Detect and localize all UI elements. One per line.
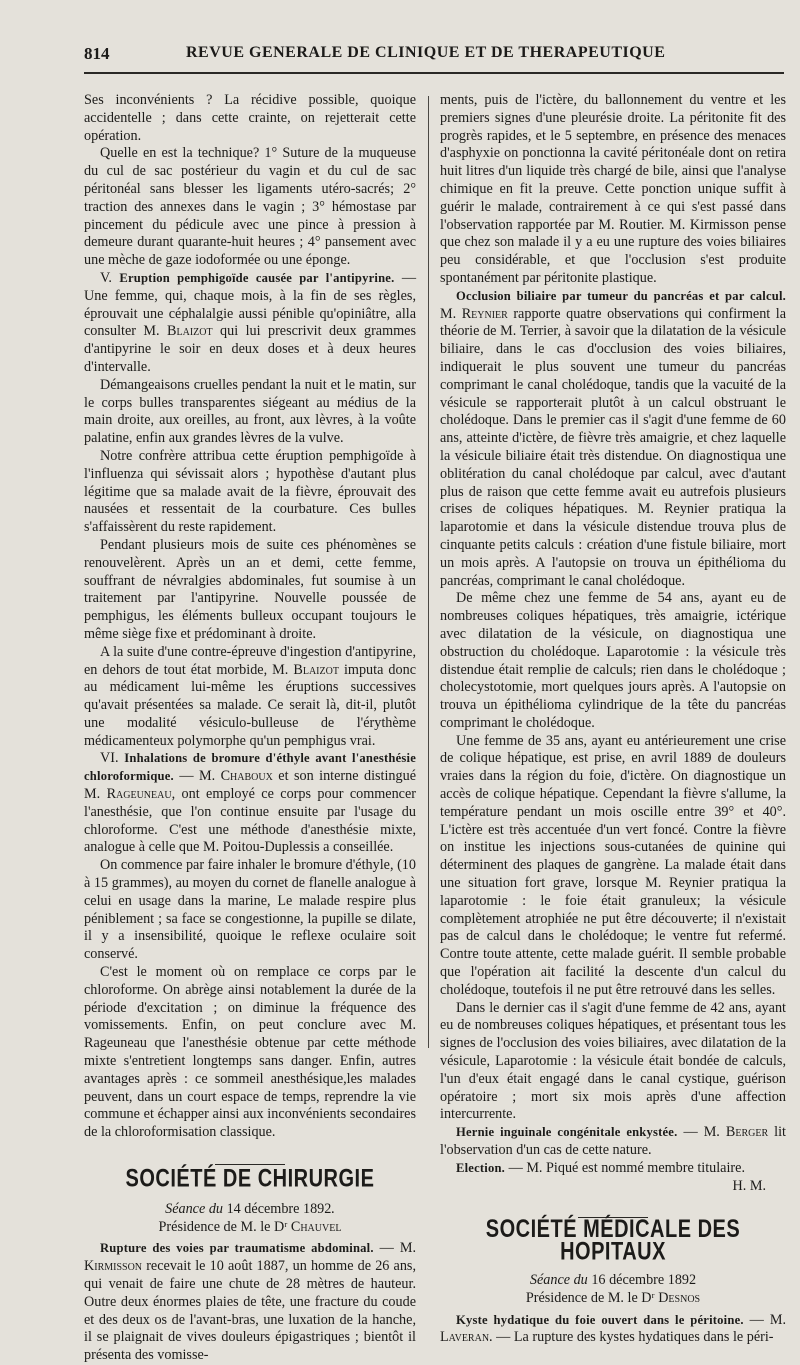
society-title: SOCIÉTÉ MÉDICALE DES HOPITAUX xyxy=(485,1216,741,1266)
section-text: — M. xyxy=(677,1124,726,1141)
presidence-prefix: Présidence de M. le Dʳ xyxy=(525,1289,659,1306)
paragraph: Ses inconvénients ? La récidive possible, quoique accidentelle ; dans cette crainte, on rejetterait cette opération. xyxy=(84,92,416,144)
page-number: 814 xyxy=(84,44,110,63)
header-rule xyxy=(84,72,784,74)
paragraph-text: A la suite d'une contre-épreuve d'ingestion d'antipyrine, en dehors de tout état morbide, M. xyxy=(84,643,416,678)
section-number: VI. xyxy=(100,750,125,767)
section-kyste xyxy=(440,1312,786,1348)
paragraph: De même chez une femme de 54 ans, ayant eu de nombreuses coliques hépatiques, très amaigrie, ictérique avec dilatation de la vésicule, on diagnostiqua une obstruction du cholédoque. Laparotomie : la vésicule très distendue était remplie de calculs; rien dans le cholédoque ; cholecystotomie, mort quelques jours après. A l'autopsie on trouva un épithélioma cylindrique de la tête du pancréas comprimant le cholédoque. xyxy=(440,590,786,731)
seance-date: 16 décembre 1892 xyxy=(591,1272,697,1288)
presidence-prefix: Présidence de M. le Dʳ xyxy=(158,1218,291,1235)
paragraph-text: imputa donc au médicament lui-même les éruptions successives qu'avait présentées sa malade. Ce serait là, dit-il, plutôt une modalité vésiculo-bulleuse de l'érythème médicamenteux polymorphe qu'un pemphigus vrai. xyxy=(84,661,416,749)
author-name: Reynier xyxy=(461,305,508,322)
paragraph xyxy=(84,644,416,751)
paragraph: ments, puis de l'ictère, du ballonnement du ventre et les premiers signes d'une pleurésie droite. La péritonite fit des progrès rapides, et le 5 septembre, en présence des menaces d'asphyxie on ponctionna la cavité péritonéale dont on retira huit litres d'un liquide très chargé de bile, ainsi que l'analyse chimique en fit la preuve. Cette ponction unique suffit à guérir le malade, contrairement à ce qui s'est passé dans l'observation rapportée par M. Routier. M. Kirmisson pense que chez son malade il y a eu une rupture des voies biliaires peu considérable, et que l'occlusion s'est produite spontanément par péritonite plastique. xyxy=(440,92,786,286)
section-text: , ont employé ce corps pour commencer l'anesthésie, que l'on continue ensuite par l'usage du chloroforme. C'est une méthode d'anesthésie mixte, analogue à celle que M. Poitou-Duplessis a conseillée. xyxy=(84,786,416,856)
seance-suffix: . xyxy=(331,1200,335,1217)
author-name: Laveran xyxy=(440,1329,490,1346)
author-name: Rageuneau xyxy=(106,786,172,803)
author-name: Blaizot xyxy=(167,323,213,340)
section-eruption xyxy=(84,270,416,377)
column-divider xyxy=(428,96,429,1048)
author-name: Kirmisson xyxy=(84,1258,143,1275)
section-hernie xyxy=(440,1124,786,1160)
author-name: Berger xyxy=(725,1124,769,1141)
section-text: — M. Piqué est nommé membre titulaire. xyxy=(505,1159,745,1176)
section-number: V. xyxy=(100,269,120,286)
section-heading: Kyste hydatique du foie ouvert dans le péritoine. xyxy=(456,1312,744,1327)
section-heading: Eruption pemphigoïde causée par l'antipyrine. xyxy=(119,270,395,285)
section-text: — M. xyxy=(373,1240,416,1257)
section-text: recevait le 10 août 1887, un homme de 26 ans, qui venait de faire une chute de 28 mètres de hauteur. Outre deux énormes plaies de tête, une fracture du coude et des deux os de l'avant-bras, une luxation de la hanche, il se plaignait de vives douleurs épigastriques ; bientôt il présenta des vomisse- xyxy=(84,1258,416,1364)
section-text: — M. xyxy=(743,1311,786,1328)
right-column xyxy=(440,92,786,1347)
seance-line xyxy=(84,1201,416,1219)
seance-line xyxy=(440,1272,786,1290)
section-occlusion xyxy=(440,288,786,591)
paragraph: Pendant plusieurs mois de suite ces phénomènes se renouvelèrent. Après un an et demi, cette femme, souffrant de névralgies abdominales, fut soumise à un traitement par l'antipyrine. Nouvelle poussée de pemphigus, les éléments bulleux occupant toujours le même siège fixe et prédominant à droite. xyxy=(84,536,416,642)
seance-prefix: Séance du xyxy=(165,1200,227,1217)
paragraph: Dans le dernier cas il s'agit d'une femme de 42 ans, ayant eu de nombreuses coliques hépatiques, et présentant tous les signes de l'occlusion des voies biliaires, avec dilatation de la vésicule, Laparotomie : la vésicule était bondée de calculs, l'un d'eux était engagé dans le canal cystique, guérison opératoire ; mort six mois après d'une affection intercurrente. xyxy=(440,999,786,1123)
section-heading: Rupture des voies par traumatisme abdominal. xyxy=(100,1241,374,1256)
section-heading: Hernie inguinale congénitale enkystée. xyxy=(456,1125,678,1140)
society-rule xyxy=(215,1164,285,1165)
running-head: REVUE GENERALE DE CLINIQUE ET DE THERAPEUTIQUE xyxy=(186,44,666,61)
section-election xyxy=(440,1160,786,1178)
society-header-chirurgie xyxy=(84,1164,416,1191)
section-text: qui lui prescrivit deux grammes d'antipyrine le soir en deux doses et à deux heures d'intervalle. xyxy=(84,323,416,375)
paragraph: Notre confrère attribua cette éruption pemphigoïde à l'influenza qui sévissait alors ; hypothèse d'autant plus légitime que sa malade avait de la fièvre, éprouvait des nausées et ressentait de la courbature. Ces bulles s'affaissèrent du reste rapidement. xyxy=(84,447,416,536)
section-text: rapporte quatre observations qui confirment la théorie de M. Terrier, à savoir que la dilatation de la vésicule biliaire, dans le cas d'occlusion des voies biliaires, indiquerait le plus souvent une tumeur du pancréas comprimant le canal cholédoque, tandis que la vacuité de la vésicule se rapporterait plutôt à un calcul obstruant le cholédoque. Dans le premier cas il s'agit d'une femme de 60 ans, atteinte d'ictère, de fièvre très amaigrie, et chez laquelle la vésicule biliaire était très distendue. On diagnostiqua une oblitération du canal cholédoque par calcul, avec d'autant plus de raison que cette femme avait eu autrefois plusieurs crises de coliques hépatiques. M. Reynier pratiqua la laparotomie et dans la vésicule distendue trouva plus de cinquante petits calculs : création d'une fistule biliaire, mort un mois après. A l'autopsie on trouva un épithélioma du pancréas, comprimant le canal cholédoque. xyxy=(440,305,786,589)
paragraph: Démangeaisons cruelles pendant la nuit et le matin, sur le corps bulles transparentes siégeant au médius de la main droite, aux oreilles, au front, aux lèvres, à la voûte palatine, enfin aux grandes lèvres de la vulve. xyxy=(84,376,416,447)
author-name: Chaboux xyxy=(220,768,273,785)
seance-date: 14 décembre 1892 xyxy=(226,1200,332,1217)
society-rule xyxy=(578,1217,648,1218)
author-name: Blaizot xyxy=(293,661,339,678)
section-rupture xyxy=(84,1240,416,1365)
president-name: Chauvel xyxy=(290,1218,342,1235)
section-text: . — La rupture des kystes hydatiques dans le péri- xyxy=(489,1329,774,1346)
paragraph: Quelle en est la technique? 1° Suture de la muqueuse du cul de sac postérieur du vagin et du cul de sac péritonéal sans blesser les ligaments utéro-sacrés; 2° traction des annexes dans le vagin ; 3° hémostase par pincement du pédicule avec une pince à pression à demeure durant quarante-huit heures ; 4° pansement avec une mèche de gaze iodoformée ou une éponge. xyxy=(84,145,416,269)
president-name: Desnos xyxy=(658,1289,701,1306)
section-bromure xyxy=(84,750,416,857)
presidence-line xyxy=(84,1219,416,1237)
section-text: — Une femme, qui, chaque mois, à la fin de ses règles, éprouvait une céphalalgie aussi pénible qu'opiniâtre, alla consulter M. xyxy=(84,269,417,340)
section-heading: Occlusion biliaire par tumeur du pancréas et par calcul. xyxy=(456,288,786,303)
section-heading: Election. xyxy=(456,1160,506,1175)
section-text: M. xyxy=(440,305,462,322)
section-heading: Inhalations de bromure d'éthyle avant l'anesthésie chloroformique. xyxy=(84,751,416,784)
society-title: SOCIÉTÉ DE CHIRURGIE xyxy=(125,1165,375,1193)
presidence-line xyxy=(440,1290,786,1308)
society-header-hopitaux xyxy=(440,1216,786,1266)
signature: H. M. xyxy=(732,1177,766,1194)
left-column xyxy=(84,92,416,1365)
section-text: — M. xyxy=(173,768,221,785)
paragraph: C'est le moment où on remplace ce corps par le chloroforme. On abrège ainsi notablement la durée de la période d'excitation ; on diminue la fréquence des vomissements. Enfin, on peut conclure avec M. Rageuneau que l'anesthésie obtenue par cette méthode mixte s'entretient longtemps sans danger. Enfin, autres avantages après : ce sommeil anesthésique,les malades peuvent, dans un court espace de temps, reprendre la vie commune et échapper ainsi aux inconvénients secondaires de la chloroformisation classique. xyxy=(84,964,416,1141)
paragraph: Une femme de 35 ans, ayant eu antérieurement une crise de colique hépatique, est prise, en avril 1889 de douleurs vraies dans la région du foie, d'ictère. On diagnostique un accès de colique hépatique. Cependant la fièvre s'allume, la température pendant un mois oscille entre 39° et 40°. L'ictère est très accentuée d'un vert foncé. Contre la fièvre on institue les injections sous-cutanées de quinine qui déterminent des plaques de gangrène. La malade était dans une situation fort grave, lorsque M. Reynier pratiqua la laparotomie : le foie était granuleux; la vésicule complètement atrophiée ne put être découverte; il n'existait pas de calcul dans le cholédoque; le ventre fut refermé. Contre toute attente, cette malade guérit. Il semble probable que l'opération ait facilité la descente d'un calcul du cholédoque, toutefois il ne put être retrouvé dans les selles. xyxy=(440,732,786,998)
paragraph: On commence par faire inhaler le bromure d'éthyle, (10 à 15 grammes), au moyen du cornet de flanelle analogue à celui en usage dans la marine, Le malade respire plus péniblement ; sa face se congestionne, la pupille se dilate, il y a insensibilité, quoique le reflexe oculaire soit conservé. xyxy=(84,857,416,963)
section-text: et son interne distingué M. xyxy=(84,768,416,803)
seance-prefix: Séance du xyxy=(529,1272,592,1288)
section-text: lit l'observation d'un cas de cette nature. xyxy=(440,1124,786,1159)
